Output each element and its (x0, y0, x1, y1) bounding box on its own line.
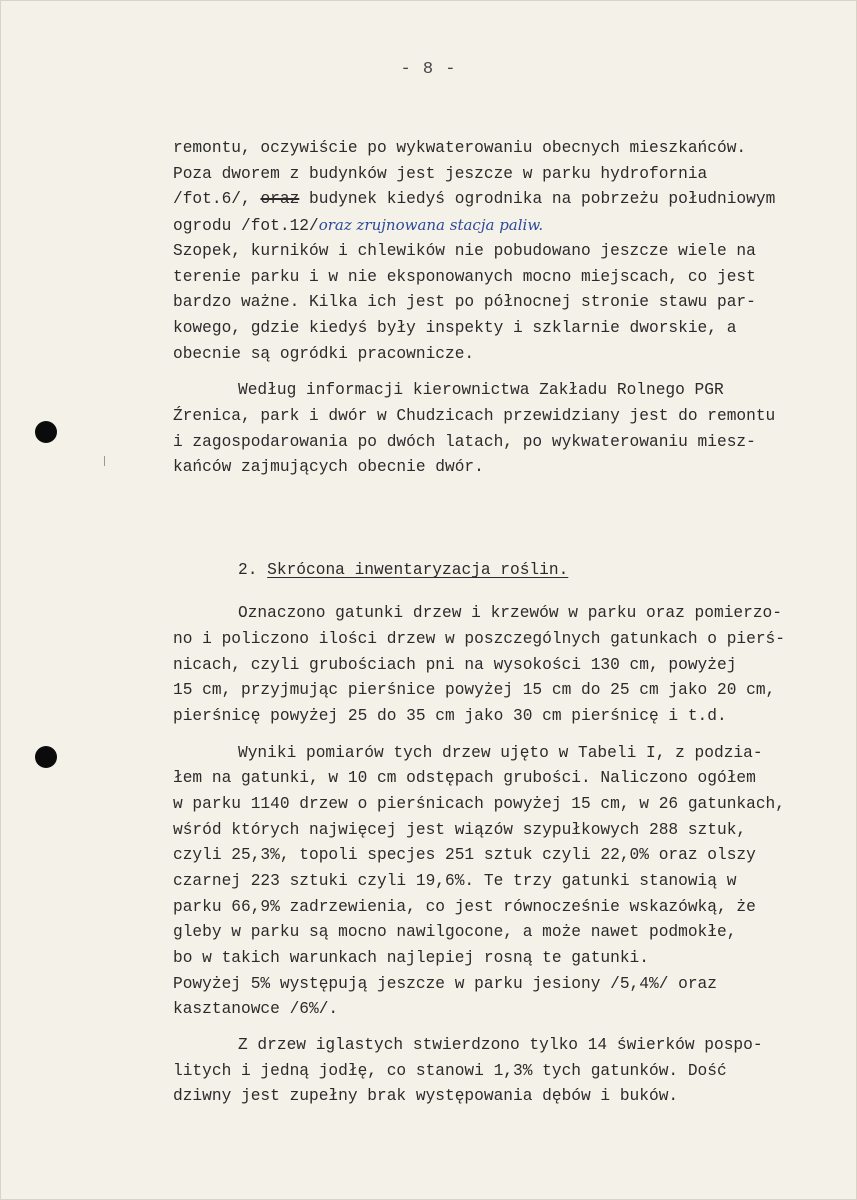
text-line (173, 215, 543, 236)
text-line: obecnie są ogródki pracownicze. (173, 345, 475, 363)
text-line: i zagospodarowania po dwóch latach, po wykwaterowaniu miesz- (173, 433, 756, 451)
section-title: Skrócona inwentaryzacja roślin. (267, 561, 569, 579)
struck-word: oraz (260, 190, 300, 208)
text-fragment: ogrodu /fot.12/ (173, 217, 319, 235)
text-line: Z drzew iglastych stwierdzono tylko 14 świerków pospo- (238, 1036, 763, 1054)
text-line: czyli 25,3%, topoli specjes 251 sztuk czyli 22,0% oraz olszy (173, 846, 756, 864)
section-heading (238, 560, 568, 580)
text-line: łem na gatunki, w 10 cm odstępach grubości. Naliczono ogółem (173, 769, 756, 787)
text-fragment: budynek kiedyś ogrodnika na pobrzeżu południowym (309, 190, 776, 208)
text-line: kańców zajmujących obecnie dwór. (173, 458, 484, 476)
text-line: pierśnicę powyżej 25 do 35 cm jako 30 cm pierśnicę i t.d. (173, 707, 727, 725)
punch-hole-top (35, 421, 57, 443)
section-number: 2. (238, 561, 258, 579)
text-line: 15 cm, przyjmując pierśnice powyżej 15 cm do 25 cm jako 20 cm, (173, 681, 776, 699)
page-number: - 8 - (400, 60, 457, 79)
text-line: bo w takich warunkach najlepiej rosną te gatunki. (173, 949, 649, 967)
margin-mark (104, 456, 105, 466)
text-line: terenie parku i w nie eksponowanych mocno miejscach, co jest (173, 268, 756, 286)
text-line: czarnej 223 sztuki czyli 19,6%. Te trzy gatunki stanowią w (173, 872, 737, 890)
text-line: kasztanowce /6%/. (173, 1000, 339, 1018)
text-line: remontu, oczywiście po wykwaterowaniu obecnych mieszkańców. (173, 139, 747, 157)
text-line: no i policzono ilości drzew w poszczególnych gatunkach o pierś- (173, 630, 785, 648)
text-line: bardzo ważne. Kilka ich jest po północnej stronie stawu par- (173, 293, 756, 311)
text-line: Powyżej 5% występują jeszcze w parku jesiony /5,4%/ oraz (173, 975, 717, 993)
text-line: Poza dworem z budynków jest jeszcze w parku hydrofornia (173, 165, 708, 183)
text-fragment: /fot.6/, (173, 190, 251, 208)
text-line: litych i jedną jodłę, co stanowi 1,3% tych gatunków. Dość (173, 1062, 727, 1080)
text-line: dziwny jest zupełny brak występowania dębów i buków. (173, 1087, 679, 1105)
text-line: nicach, czyli grubościach pni na wysokości 130 cm, powyżej (173, 656, 737, 674)
text-line: Źrenica, park i dwór w Chudzicach przewidziany jest do remontu (173, 407, 776, 425)
text-line: wśród których najwięcej jest wiązów szypułkowych 288 sztuk, (173, 821, 747, 839)
text-line: Szopek, kurników i chlewików nie pobudowano jeszcze wiele na (173, 242, 756, 260)
text-line: kowego, gdzie kiedyś były inspekty i szklarnie dworskie, a (173, 319, 737, 337)
text-line: Według informacji kierownictwa Zakładu Rolnego PGR (238, 381, 724, 399)
text-line (173, 189, 775, 209)
text-line: Oznaczono gatunki drzew i krzewów w parku oraz pomierzo- (238, 604, 782, 622)
text-line: gleby w parku są mocno nawilgocone, a może nawet podmokłe, (173, 923, 737, 941)
text-line: Wyniki pomiarów tych drzew ujęto w Tabeli I, z podzia- (238, 744, 763, 762)
punch-hole-bottom (35, 746, 57, 768)
handwritten-note: oraz zrujnowana stacja paliw. (318, 216, 544, 234)
text-line: w parku 1140 drzew o pierśnicach powyżej 15 cm, w 26 gatunkach, (173, 795, 785, 813)
text-line: parku 66,9% zadrzewienia, co jest równocześnie wskazówką, że (173, 898, 756, 916)
